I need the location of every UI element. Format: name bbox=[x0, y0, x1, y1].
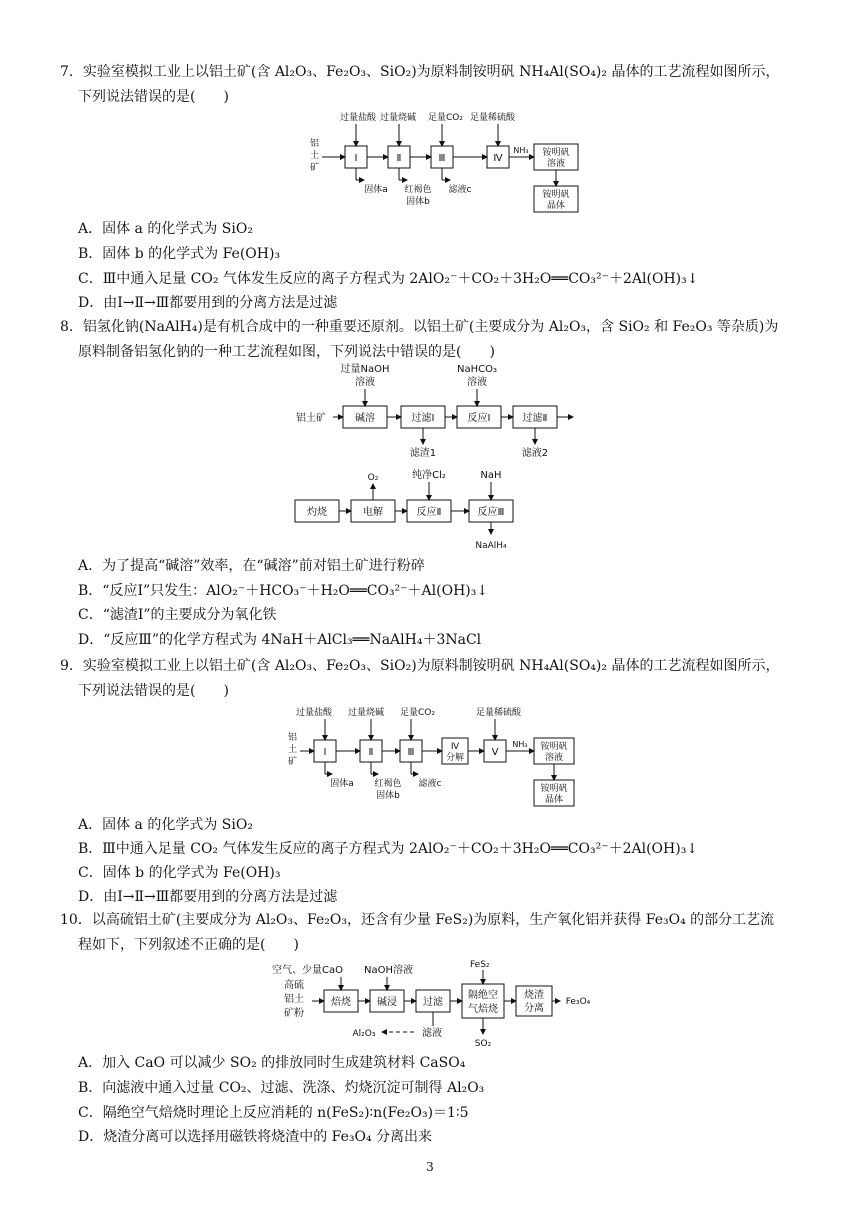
q9-reagent-3: 足量CO₂ bbox=[400, 708, 435, 718]
q8-row1-step2: 过滤Ⅰ bbox=[411, 413, 435, 424]
q9-byproduct-b2: 固体b bbox=[376, 791, 400, 801]
q10-stem-line2: 程如下，下列叙述不正确的是( ) bbox=[78, 937, 299, 953]
q7-option-d: D．由Ⅰ→Ⅱ→Ⅲ都要用到的分离方法是过滤 bbox=[78, 295, 338, 311]
q7-reagent-4: 足量稀硫酸 bbox=[470, 113, 516, 123]
q9-stem-line2: 下列说法错误的是( ) bbox=[78, 683, 229, 699]
q7-option-a: A．固体 a 的化学式为 SiO₂ bbox=[78, 221, 253, 237]
q9-step-4: Ⅳ bbox=[450, 742, 460, 752]
q9-option-c: C．固体 b 的化学式为 Fe(OH)₃ bbox=[78, 865, 281, 881]
q8-final: NaAlH₄ bbox=[475, 541, 507, 551]
q9-feed-2: 土 bbox=[288, 745, 298, 755]
q8-reagent1-line1: 过量NaOH bbox=[340, 364, 390, 375]
q9-byproduct-c: 滤液c bbox=[418, 779, 442, 789]
q10-feed-2: 铝土 bbox=[284, 994, 304, 1005]
q7-product2-line1: 铵明矾 bbox=[542, 190, 570, 200]
q8-row2-step2: 电解 bbox=[363, 507, 383, 518]
q8-reagent2-line1: NaHCO₃ bbox=[457, 364, 497, 375]
q10-step5-line1: 烧渣 bbox=[524, 990, 544, 1001]
q7-product1-line2: 溶液 bbox=[546, 159, 566, 169]
q7-reagent-1: 过量盐酸 bbox=[340, 113, 377, 123]
q8-row2-reagent-nah: NaH bbox=[480, 470, 502, 481]
q7-byproduct-b1: 红褐色 bbox=[404, 185, 432, 195]
q8-option-b: B．“反应Ⅰ”只发生：AlO₂⁻＋HCO₃⁻＋H₂O══CO₃²⁻＋Al(OH)₃↓ bbox=[78, 583, 489, 599]
q7-byproduct-a: 固体a bbox=[364, 185, 388, 195]
q7-stem-line1: 7．实验室模拟工业上以铝土矿(含 Al₂O₃、Fe₂O₃、SiO₂)为原料制铵明矾 NH₄Al(SO₄)₂ 晶体的工艺流程如图所示， bbox=[60, 64, 780, 80]
q8-row2-step3: 反应Ⅱ bbox=[416, 507, 442, 518]
q7-step-2: Ⅱ bbox=[396, 153, 402, 164]
q8-option-a: A．为了提高“碱溶”效率，在“碱溶”前对铝土矿进行粉碎 bbox=[78, 558, 425, 574]
q10-step5-line2: 分离 bbox=[524, 1003, 544, 1014]
question-9-stem bbox=[60, 654, 805, 704]
q9-nh3: NH₃ bbox=[512, 740, 528, 749]
q7-feed-2: 土 bbox=[310, 151, 320, 161]
q10-step-roast: 焙烧 bbox=[331, 997, 351, 1008]
q10-stem-line1: 10．以高硫铝土矿(主要成分为 Al₂O₃、Fe₂O₃，还含有少量 FeS₂)为原料，生产氧化铝并获得 Fe₃O₄ 的部分工艺流 bbox=[60, 912, 775, 928]
q8-out2: 滤液2 bbox=[521, 448, 549, 459]
q7-flow-diagram bbox=[300, 108, 600, 218]
q8-row1-step1: 碱溶 bbox=[355, 413, 375, 424]
q9-product2-line1: 铵明矾 bbox=[540, 784, 568, 794]
q9-reagent-2: 过量烧碱 bbox=[348, 708, 385, 718]
q10-option-b: B．向滤液中通入过量 CO₂、过滤、洗涤、灼烧沉淀可制得 Al₂O₃ bbox=[78, 1080, 485, 1096]
q7-option-b: B．固体 b 的化学式为 Fe(OH)₃ bbox=[78, 246, 281, 262]
q10-filtrate: 滤液 bbox=[422, 1028, 442, 1039]
q9-feed-3: 矿 bbox=[288, 757, 298, 767]
page-number: 3 bbox=[426, 1160, 434, 1174]
q10-reagent-fes2: FeS₂ bbox=[470, 960, 490, 970]
q7-reagent-3: 足量CO₂ bbox=[428, 113, 463, 123]
q8-option-d: D．“反应Ⅲ”的化学方程式为 4NaH＋AlCl₃══NaAlH₄＋3NaCl bbox=[78, 632, 482, 648]
q7-product2-line2: 晶体 bbox=[546, 201, 566, 211]
q7-byproduct-b2: 固体b bbox=[406, 197, 430, 207]
q9-product2-line2: 晶体 bbox=[544, 795, 564, 805]
q7-nh3: NH₃ bbox=[513, 146, 529, 155]
q7-option-c: C．Ⅲ中通入足量 CO₂ 气体发生反应的离子方程式为 2AlO₂⁻＋CO₂＋3H₂O══CO₃²⁻＋2Al(OH)₃↓ bbox=[78, 271, 699, 287]
q9-step-3: Ⅲ bbox=[407, 747, 415, 758]
q9-option-d: D．由Ⅰ→Ⅱ→Ⅲ都要用到的分离方法是过滤 bbox=[78, 889, 338, 905]
q10-step4-line2: 气焙烧 bbox=[468, 1004, 498, 1015]
q7-stem-line2: 下列说法错误的是( ) bbox=[78, 89, 229, 105]
q10-flow-diagram bbox=[268, 954, 598, 1054]
q9-step-4-label: 分解 bbox=[445, 753, 465, 763]
q7-feed-1: 铝 bbox=[310, 139, 320, 149]
q9-stem-line1: 9．实验室模拟工业上以铝土矿(含 Al₂O₃、Fe₂O₃、SiO₂)为原料制铵明矾 NH₄Al(SO₄)₂ 晶体的工艺流程如图所示， bbox=[60, 658, 780, 674]
q10-feed-1: 高硫 bbox=[284, 980, 304, 991]
q9-option-b: B．Ⅲ中通入足量 CO₂ 气体发生反应的离子方程式为 2AlO₂⁻＋CO₂＋3H₂O══CO₃²⁻＋2Al(OH)₃↓ bbox=[78, 841, 699, 857]
q10-so2: SO₂ bbox=[474, 1039, 492, 1049]
q7-byproduct-c: 滤液c bbox=[448, 185, 472, 195]
q9-step-5: Ⅴ bbox=[491, 747, 499, 758]
q8-row2-step4: 反应Ⅲ bbox=[477, 507, 505, 518]
q9-option-a: A．固体 a 的化学式为 SiO₂ bbox=[78, 817, 253, 833]
q8-option-c: C．“滤渣Ⅰ”的主要成分为氧化铁 bbox=[78, 607, 277, 623]
q9-byproduct-a: 固体a bbox=[330, 779, 354, 789]
q9-step-2: Ⅱ bbox=[368, 747, 374, 758]
q8-row2-reagent-cl2: 纯净Cl₂ bbox=[412, 470, 446, 481]
q8-row1-step3: 反应Ⅰ bbox=[467, 413, 491, 424]
question-8-stem bbox=[60, 315, 805, 365]
q8-stem-line1: 8．铝氢化钠(NaAlH₄)是有机合成中的一种重要还原剂。以铝土矿(主要成分为 Al₂O₃，含 SiO₂ 和 Fe₂O₃ 等杂质)为 bbox=[60, 319, 779, 335]
q8-reagent1-line2: 溶液 bbox=[355, 377, 375, 388]
q8-row2-reagent-o2: O₂ bbox=[367, 473, 379, 483]
q10-option-a: A．加入 CaO 可以减少 SO₂ 的排放同时生成建筑材料 CaSO₄ bbox=[78, 1055, 466, 1071]
q8-row2-step1: 灼烧 bbox=[307, 507, 327, 518]
q7-step-4: Ⅳ bbox=[493, 153, 503, 164]
q7-step-1: Ⅰ bbox=[354, 153, 358, 164]
q7-step-3: Ⅲ bbox=[438, 153, 446, 164]
q10-option-d: D．烧渣分离可以选择用磁铁将烧渣中的 Fe₃O₄ 分离出来 bbox=[78, 1129, 433, 1145]
q8-row1-step4: 过滤Ⅱ bbox=[522, 413, 548, 424]
q9-flow-diagram bbox=[286, 702, 586, 812]
q9-byproduct-b1: 红褐色 bbox=[374, 779, 402, 789]
q10-step-leach: 碱浸 bbox=[377, 997, 397, 1008]
q8-reagent2-line2: 溶液 bbox=[467, 377, 487, 388]
q10-feed-3: 矿粉 bbox=[284, 1008, 304, 1019]
q10-al2o3: Al₂O₃ bbox=[352, 1029, 376, 1039]
q10-reagent-naoh: NaOH溶液 bbox=[364, 965, 413, 976]
q10-step4-line1: 隔绝空 bbox=[468, 990, 498, 1001]
q10-step-filter: 过滤 bbox=[423, 997, 443, 1008]
q8-flow-diagram bbox=[285, 362, 585, 554]
q9-reagent-1: 过量盐酸 bbox=[296, 708, 333, 718]
q9-product1-line2: 溶液 bbox=[544, 753, 564, 763]
q7-reagent-2: 过量烧碱 bbox=[380, 113, 417, 123]
q10-option-c: C．隔绝空气焙烧时理论上反应消耗的 n(FeS₂)∶n(Fe₂O₃)＝1∶5 bbox=[78, 1105, 469, 1121]
question-7-stem bbox=[60, 60, 805, 110]
q8-out1: 滤渣1 bbox=[409, 448, 437, 459]
q10-reagent-air-cao: 空气、少量CaO bbox=[272, 965, 343, 976]
q7-product1-line1: 铵明矾 bbox=[542, 148, 570, 158]
q9-product1-line1: 铵明矾 bbox=[540, 742, 568, 752]
q8-stem-line2: 原料制备铝氢化钠的一种工艺流程如图，下列说法中错误的是( ) bbox=[78, 344, 495, 360]
q9-step-1: Ⅰ bbox=[323, 747, 327, 758]
q10-product: Fe₃O₄ bbox=[565, 997, 591, 1007]
q7-feed-3: 矿 bbox=[310, 163, 320, 173]
q8-feed: 铝土矿 bbox=[296, 413, 326, 424]
question-10-stem bbox=[60, 908, 805, 958]
q9-feed-1: 铝 bbox=[288, 733, 298, 743]
q9-reagent-4: 足量稀硫酸 bbox=[476, 708, 522, 718]
